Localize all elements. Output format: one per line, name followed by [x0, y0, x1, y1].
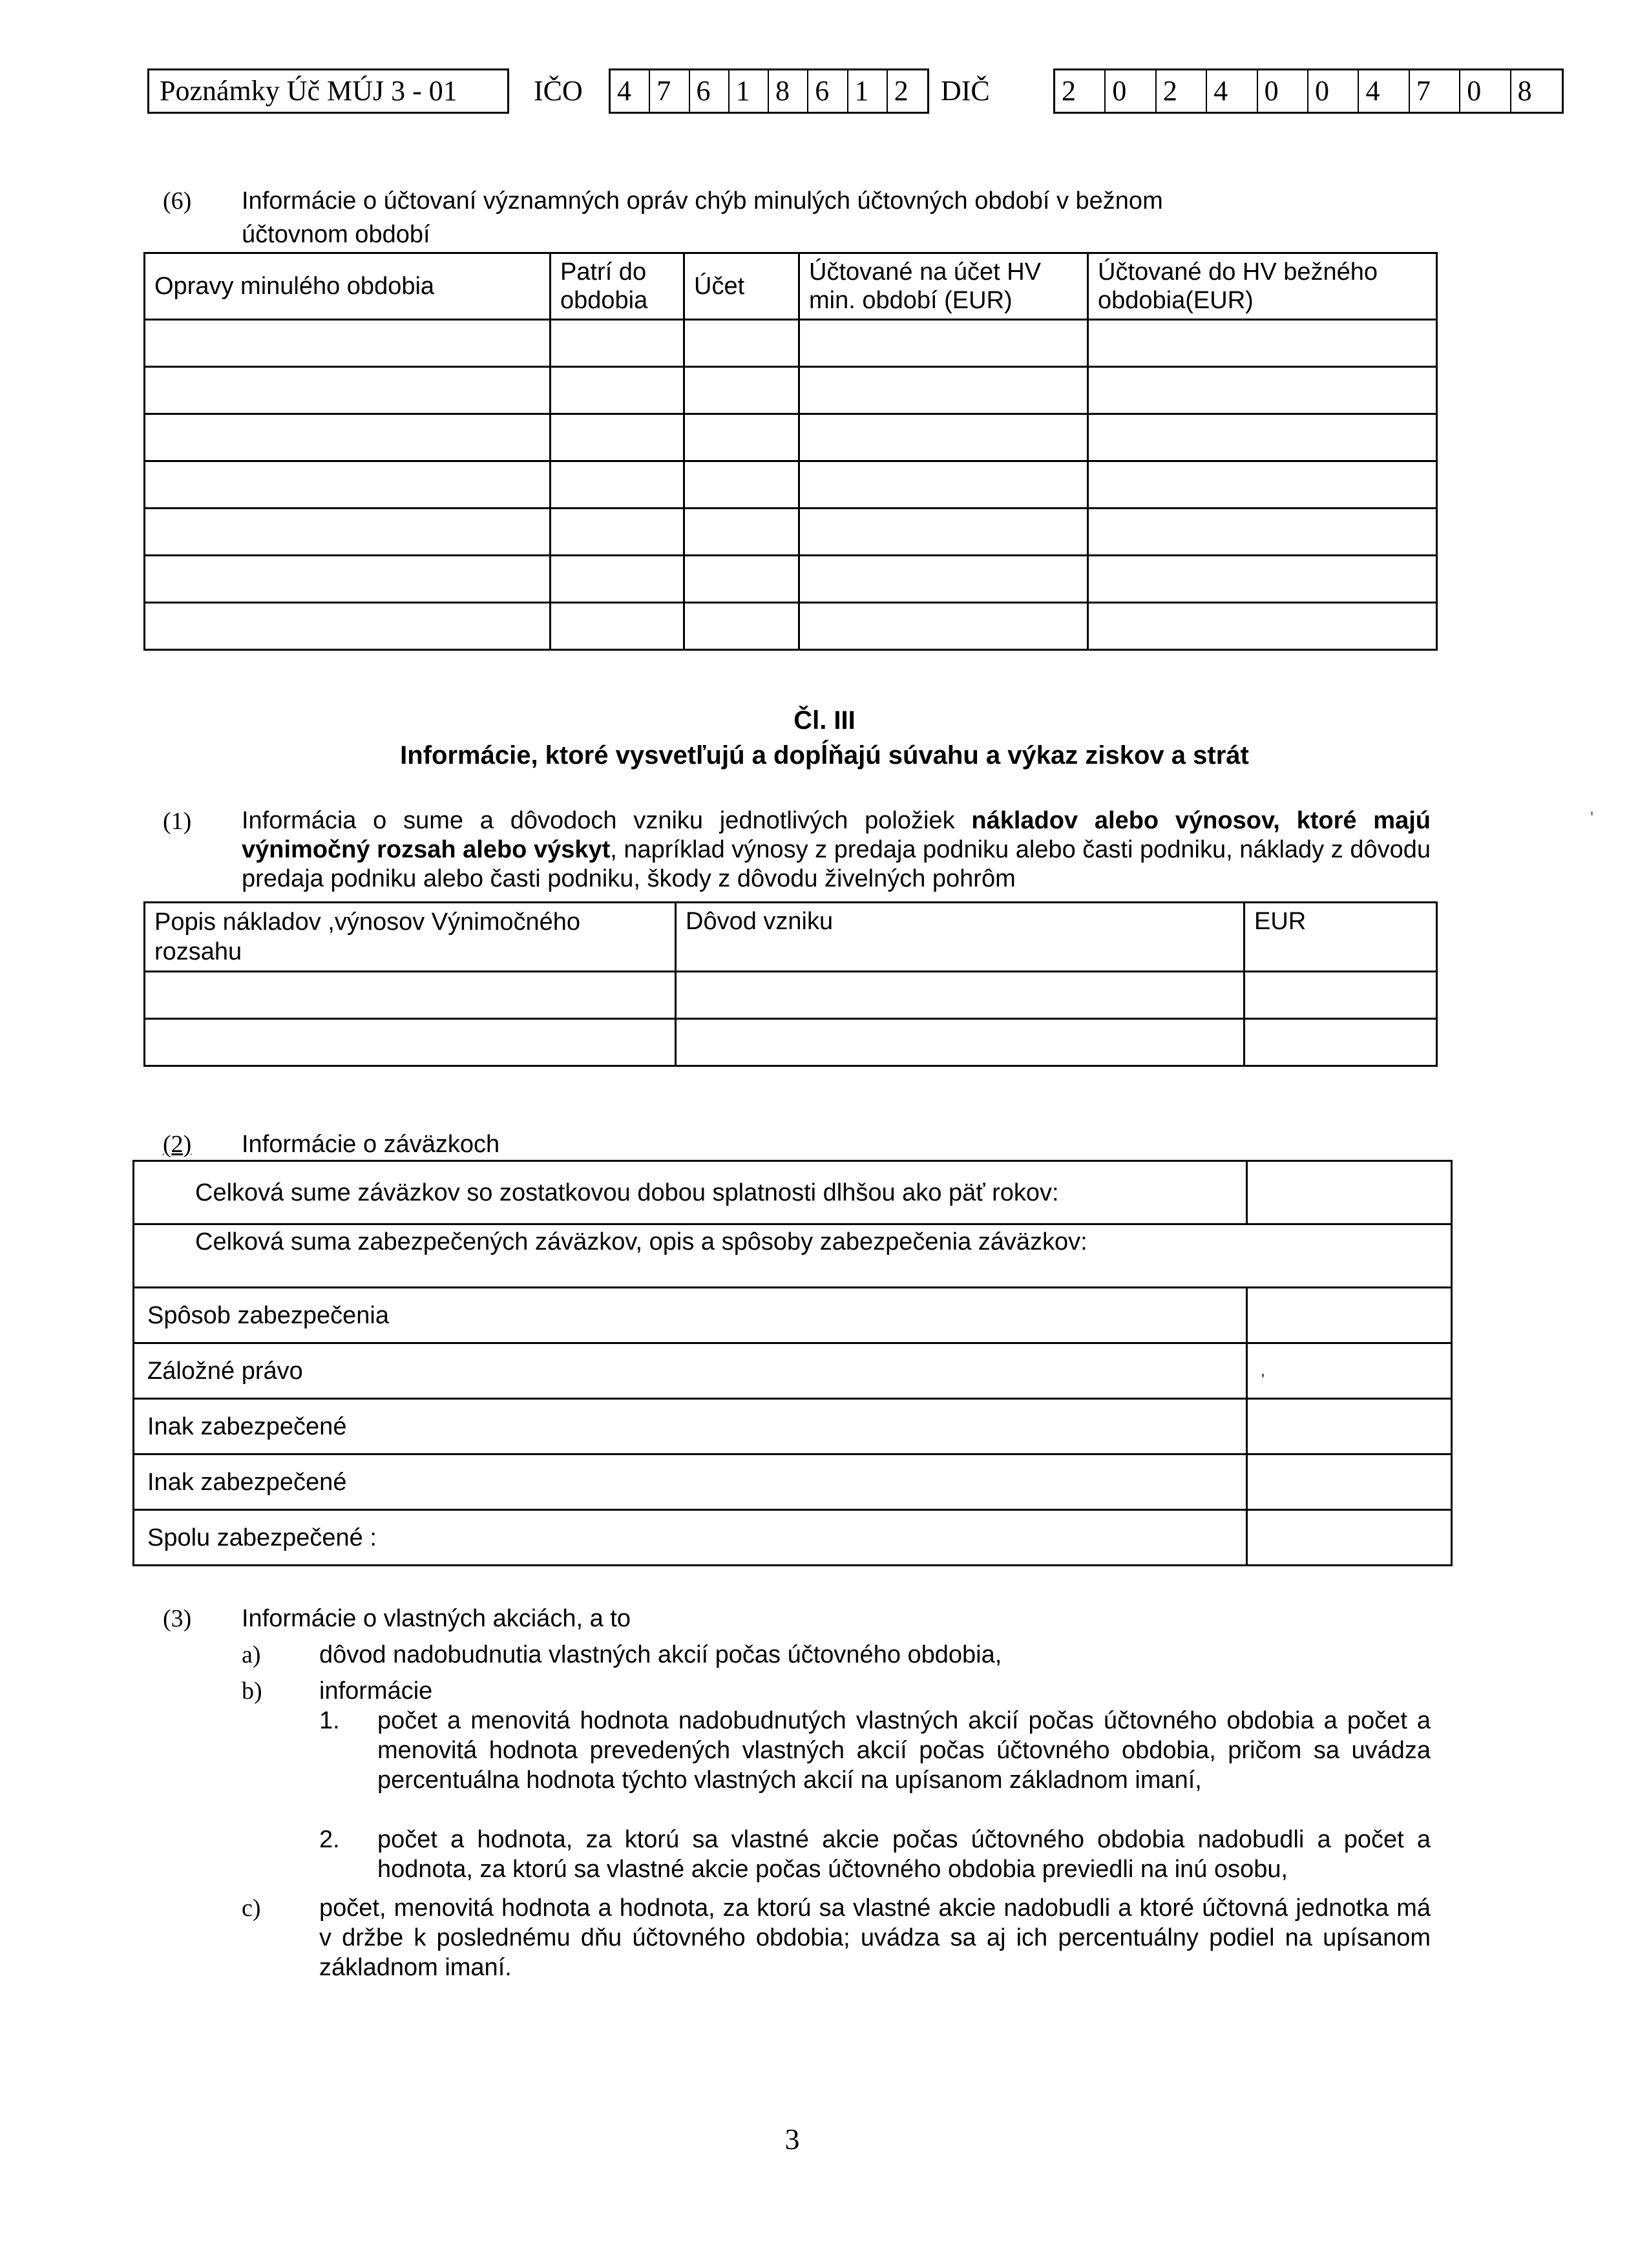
table-row — [134, 1224, 1452, 1288]
cell-input[interactable] — [551, 367, 684, 414]
cell-input[interactable] — [799, 556, 1088, 603]
table-row — [134, 1454, 1452, 1510]
corrections-table — [143, 252, 1438, 651]
row-label-lien: Záložné právo — [134, 1343, 1247, 1399]
row-label-secured-liabilities: Celková suma zabezpečených záväzkov, opis a spôsoby zabezpečenia záväzkov: — [134, 1224, 1452, 1288]
cell-input[interactable] — [1088, 461, 1437, 509]
ico-digit: 7 — [650, 70, 689, 112]
section1-number: (1) — [163, 808, 192, 835]
dic-digit: 4 — [1359, 70, 1409, 112]
cell-input[interactable] — [1245, 1019, 1437, 1066]
section2-title: Informácie o záväzkoch — [242, 1131, 500, 1158]
dic-digit: 4 — [1207, 70, 1257, 112]
table-row — [145, 1019, 1437, 1066]
section2-number: (2) — [163, 1131, 192, 1158]
dic-digit: 0 — [1460, 70, 1511, 112]
table-row — [145, 461, 1437, 509]
table-row — [145, 972, 1437, 1019]
cell-input[interactable] — [684, 509, 799, 556]
subitem-text-1: počet a menovitá hodnota nadobudnutých vlastných akcií počas účtovného obdobia a počet a menovitá hodnota prevedených vlastných akcií počas účtovného obdobia, pričom sa uvádza percentuálna hodnota týchto vlastných akcií na upísanom základnom imaní, — [377, 1707, 1431, 1794]
ico-digit: 4 — [611, 70, 650, 112]
cell-input[interactable] — [684, 367, 799, 414]
cell-input[interactable] — [1088, 509, 1437, 556]
cell-input[interactable] — [145, 320, 551, 367]
subitem-text-2: počet a hodnota, za ktorú sa vlastné akcie počas účtovného obdobia nadobudli a počet a hodnota, za ktorú sa vlastné akcie počas účtovného obdobia previedli na inú osobu, — [377, 1826, 1431, 1883]
cell-input[interactable] — [145, 1019, 676, 1066]
cell-input[interactable] — [551, 509, 684, 556]
table-row — [145, 509, 1437, 556]
col-header-corrections: Opravy minulého obdobia — [145, 253, 551, 320]
table-row — [134, 1343, 1452, 1399]
ico-digit: 6 — [808, 70, 848, 112]
cell-input[interactable] — [551, 320, 684, 367]
section6-title-line1: Informácie o účtovaní významných opráv chýb minulých účtovných období v bežnom — [242, 187, 1163, 215]
cell-input[interactable] — [684, 603, 799, 650]
col-header-description: Popis nákladov ,výnosov Výnimočného rozsahu — [145, 903, 676, 972]
table-row — [134, 1510, 1452, 1566]
dic-digit: 7 — [1410, 70, 1460, 112]
article-heading: Čl. III — [793, 706, 856, 735]
dic-digit: 2 — [1055, 70, 1106, 112]
item-marker-c: c) — [242, 1895, 261, 1922]
cell-input[interactable] — [799, 603, 1088, 650]
ico-digit: 1 — [730, 70, 769, 112]
col-header-eur: EUR — [1245, 903, 1437, 972]
cell-input[interactable] — [676, 972, 1245, 1019]
dic-digit: 0 — [1106, 70, 1156, 112]
dic-digit: 0 — [1258, 70, 1308, 112]
cell-input[interactable] — [1088, 367, 1437, 414]
exceptional-items-table — [143, 901, 1438, 1067]
table-header-row — [145, 903, 1437, 972]
cell-input[interactable] — [1088, 414, 1437, 461]
dic-digits — [1053, 68, 1564, 114]
row-label-security-method: Spôsob zabezpečenia — [134, 1288, 1247, 1343]
section1-text-part1: Informácia o sume a dôvodoch vzniku jednotlivých položiek — [242, 807, 972, 834]
cell-input[interactable] — [684, 461, 799, 509]
table-row — [145, 556, 1437, 603]
row-label-otherwise-secured: Inak zabezpečené — [134, 1399, 1247, 1454]
cell-input[interactable] — [145, 414, 551, 461]
cell-input[interactable] — [684, 320, 799, 367]
table-row — [134, 1161, 1452, 1224]
table-row — [145, 320, 1437, 367]
cell-input[interactable] — [676, 1019, 1245, 1066]
cell-input[interactable] — [1088, 603, 1437, 650]
cell-input[interactable]: , — [1247, 1343, 1452, 1399]
dic-digit: 8 — [1517, 75, 1532, 107]
cell-input[interactable] — [684, 556, 799, 603]
cell-input[interactable] — [799, 320, 1088, 367]
item-marker-b: b) — [242, 1677, 262, 1705]
cell-input[interactable] — [1247, 1288, 1452, 1343]
col-header-belongs-to-period: Patrí do obdobia — [551, 253, 684, 320]
col-header-account: Účet — [684, 253, 799, 320]
subitem-marker-2: 2. — [319, 1826, 340, 1853]
cell-input[interactable] — [145, 367, 551, 414]
table-row — [145, 367, 1437, 414]
ico-digit: 1 — [848, 70, 888, 112]
article-subheading: Informácie, ktoré vysvetľujú a dopĺňajú súvahu a výkaz ziskov a strát — [400, 741, 1249, 770]
item-text-a: dôvod nadobudnutia vlastných akcií počas účtovného obdobia, — [319, 1641, 1002, 1668]
row-label-total-secured: Spolu zabezpečené : — [134, 1510, 1247, 1566]
cell-input[interactable] — [145, 509, 551, 556]
col-header-booked-current-period: Účtované do HV bežného obdobia(EUR) — [1088, 253, 1437, 320]
cell-input[interactable] — [799, 367, 1088, 414]
cell-input[interactable] — [1247, 1510, 1452, 1566]
row-label-long-term-liabilities: Celková sume záväzkov so zostatkovou dobou splatnosti dlhšou ako päť rokov: — [134, 1161, 1247, 1224]
cell-input[interactable] — [145, 972, 676, 1019]
ico-digit: 2 — [894, 75, 909, 107]
subitem-marker-1: 1. — [319, 1707, 340, 1734]
ico-digit: 6 — [690, 70, 730, 112]
page-number: 3 — [784, 2123, 800, 2156]
cell-input[interactable] — [1245, 972, 1437, 1019]
cell-input[interactable] — [799, 414, 1088, 461]
section6-title-line2: účtovnom období — [242, 221, 430, 248]
cell-input[interactable] — [145, 556, 551, 603]
section1-text — [242, 806, 1431, 894]
cell-input[interactable] — [1247, 1454, 1452, 1510]
cell-input[interactable] — [551, 556, 684, 603]
section1-text-bold: nákladov alebo výnosov, ktoré majú výnimočný rozsah alebo výskyt — [242, 807, 1431, 863]
item-text-b: informácie — [319, 1677, 433, 1705]
cell-input[interactable] — [1088, 556, 1437, 603]
cell-input[interactable] — [1247, 1399, 1452, 1454]
col-header-reason: Dôvod vzniku — [676, 903, 1245, 972]
table-header-row — [145, 253, 1437, 320]
form-title: Poznámky Úč MÚJ 3 - 01 — [147, 68, 509, 114]
ico-digits — [609, 68, 929, 114]
ico-digit: 8 — [769, 70, 808, 112]
item-text-c: počet, menovitá hodnota a hodnota, za ktorú sa vlastné akcie nadobudli a ktoré účtovná jednotka má v držbe k poslednému dňu účtovného obdobia; uvádza sa aj ich percentuálny podiel na upísanom základnom imaní. — [319, 1895, 1431, 1981]
ico-label: IČO — [534, 75, 583, 107]
cell-input[interactable] — [551, 414, 684, 461]
row-label-otherwise-secured: Inak zabezpečené — [134, 1454, 1247, 1510]
scan-speck — [1591, 812, 1593, 815]
cell-input[interactable] — [799, 509, 1088, 556]
section1-text-part2: , napríklad výnosy z predaja podniku alebo časti podniku, náklady z dôvodu predaja podniku alebo časti podniku, škody z dôvodu živelných pohrôm — [242, 836, 1431, 892]
table-row — [134, 1399, 1452, 1454]
cell-input[interactable] — [551, 461, 684, 509]
cell-input[interactable] — [1088, 320, 1437, 367]
table-row — [145, 414, 1437, 461]
table-row — [145, 603, 1437, 650]
cell-input[interactable] — [145, 603, 551, 650]
col-header-booked-prior-period: Účtované na účet HV min. období (EUR) — [799, 253, 1088, 320]
liabilities-table — [132, 1160, 1453, 1566]
item-marker-a: a) — [242, 1641, 261, 1668]
cell-input[interactable] — [551, 603, 684, 650]
cell-input[interactable] — [1247, 1161, 1452, 1224]
dic-label: DIČ — [941, 75, 990, 107]
dic-digit: 2 — [1157, 70, 1207, 112]
section6-number: (6) — [163, 187, 192, 215]
cell-input[interactable] — [145, 461, 551, 509]
section3-title: Informácie o vlastných akciách, a to — [242, 1605, 631, 1632]
cell-input[interactable] — [799, 461, 1088, 509]
dic-digit: 0 — [1308, 70, 1359, 112]
table-row — [134, 1288, 1452, 1343]
section3-number: (3) — [163, 1605, 192, 1632]
cell-input[interactable] — [684, 414, 799, 461]
